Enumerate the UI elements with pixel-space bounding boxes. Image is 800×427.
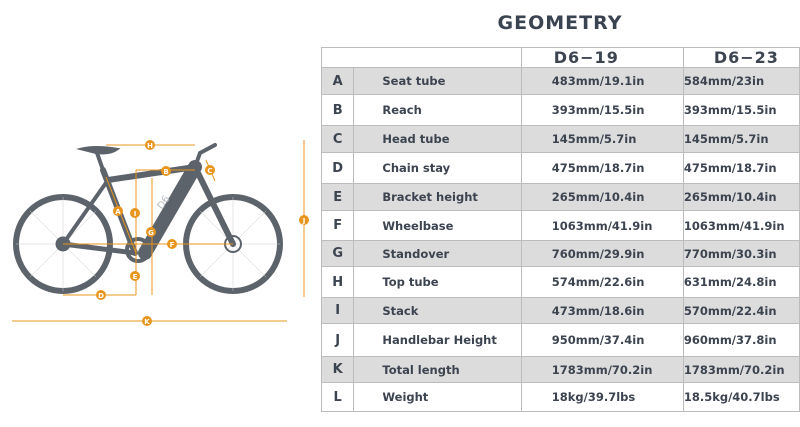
row-value-d6-23: 584mm/23in [683,68,799,95]
row-value-d6-23: 631mm/24.8in [683,267,799,298]
svg-text:G: G [148,229,154,237]
row-value-d6-19: 145mm/5.7in [521,126,683,153]
row-value-d6-19: 393mm/15.5in [521,95,683,126]
row-value-d6-23: 770mm/30.3in [683,241,799,267]
marker-a [113,206,123,216]
svg-text:B: B [163,168,169,176]
svg-text:A: A [115,208,121,216]
row-letter: G [322,241,354,267]
row-value-d6-23: 145mm/5.7in [683,126,799,153]
row-letter: E [322,184,354,211]
svg-text:K: K [144,318,150,326]
row-name: Head tube [354,126,521,153]
row-value-d6-19: 265mm/10.4in [521,184,683,211]
marker-k [142,316,152,326]
table-row [322,184,800,211]
header-d6-19: D6−19 [521,48,683,68]
row-value-d6-19: 950mm/37.4in [521,324,683,357]
table-row [322,211,800,241]
row-name: Top tube [354,267,521,298]
row-letter: K [322,357,354,383]
header-blank [322,48,522,68]
row-name: Chain stay [354,153,521,184]
row-value-d6-23: 475mm/18.7in [683,153,799,184]
svg-text:E: E [132,273,138,281]
row-name: Standover [354,241,521,267]
row-letter: I [322,298,354,324]
row-letter: F [322,211,354,241]
table-row [322,324,800,357]
row-value-d6-19: 1783mm/70.2in [521,357,683,383]
row-value-d6-19: 475mm/18.7in [521,153,683,184]
marker-c [205,165,215,175]
geometry-table [321,47,800,412]
row-value-d6-19: 18kg/39.7lbs [521,383,683,412]
svg-text:H: H [147,142,153,150]
marker-f [167,239,177,249]
row-letter: J [322,324,354,357]
row-value-d6-23: 960mm/37.8in [683,324,799,357]
marker-b [161,166,171,176]
table-row [322,126,800,153]
table-row [322,383,800,412]
table-row [322,298,800,324]
marker-g [146,227,156,237]
page-title: GEOMETRY [497,12,623,34]
table-header-row [322,48,800,68]
row-name: Weight [354,383,521,412]
table-row [322,357,800,383]
bike-geometry-diagram [0,125,320,335]
row-letter: C [322,126,354,153]
row-name: Seat tube [354,68,521,95]
svg-text:D: D [98,292,104,300]
row-name: Bracket height [354,184,521,211]
table-row [322,241,800,267]
svg-text:I: I [133,210,137,218]
row-name: Total length [354,357,521,383]
svg-text:J: J [302,217,306,225]
marker-j [299,215,309,225]
row-value-d6-19: 483mm/19.1in [521,68,683,95]
table-row [322,68,800,95]
row-value-d6-19: 473mm/18.6in [521,298,683,324]
row-letter: B [322,95,354,126]
svg-text:D6: D6 [155,193,173,212]
row-value-d6-23: 18.5kg/40.7lbs [683,383,799,412]
row-value-d6-19: 1063mm/41.9in [521,211,683,241]
marker-d [96,290,106,300]
row-value-d6-23: 265mm/10.4in [683,184,799,211]
bike-illustration [16,145,280,291]
marker-e [130,271,140,281]
table-row [322,267,800,298]
row-value-d6-23: 393mm/15.5in [683,95,799,126]
row-value-d6-19: 574mm/22.6in [521,267,683,298]
row-name: Stack [354,298,521,324]
table-row [322,95,800,126]
row-name: Handlebar Height [354,324,521,357]
row-letter: L [322,383,354,412]
row-value-d6-23: 570mm/22.4in [683,298,799,324]
row-value-d6-23: 1783mm/70.2in [683,357,799,383]
svg-text:F: F [169,241,175,249]
row-name: Reach [354,95,521,126]
row-letter: A [322,68,354,95]
table-row [322,153,800,184]
header-d6-23: D6−23 [683,48,799,68]
row-name: Wheelbase [354,211,521,241]
svg-text:C: C [207,167,213,175]
row-value-d6-23: 1063mm/41.9in [683,211,799,241]
marker-i [130,208,140,218]
marker-h [145,140,155,150]
row-value-d6-19: 760mm/29.9in [521,241,683,267]
row-letter: H [322,267,354,298]
row-letter: D [322,153,354,184]
